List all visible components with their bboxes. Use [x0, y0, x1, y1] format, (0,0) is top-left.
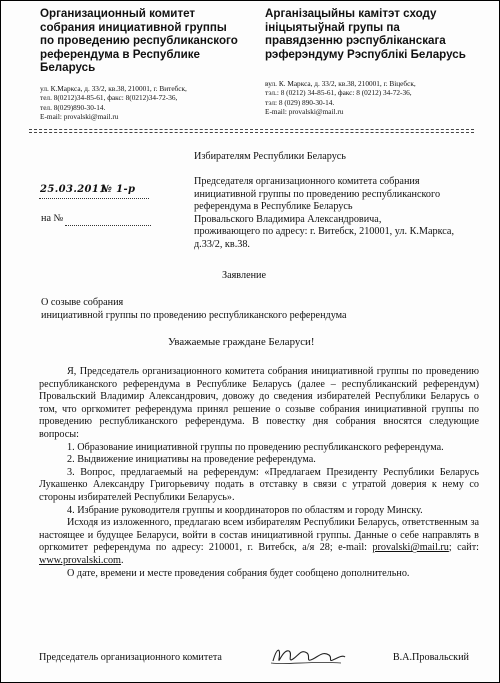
body-intro: Я, Председатель организационного комитета собрания инициативной группы по проведению республиканского референдума в Республике Беларусь (далее – республиканский референдум) Провальский Владимир Александрович, довожу до сведения избирателей Республики Беларусь о том, что оргкомитет референдума принял решение о созыве собрания инициативной группы по проведению республиканского референдума. В повестку дня собрания вносятся следующие вопросы: — [39, 366, 479, 440]
handwritten-date: 25.03.2011 — [40, 184, 107, 195]
handwritten-signature — [269, 643, 347, 669]
signer-role: Председатель организационного комитета — [39, 652, 222, 663]
salutation: Уважаемые граждане Беларуси! — [168, 336, 315, 348]
ref-number-line — [65, 225, 151, 226]
ref-label: на № — [41, 213, 64, 224]
site-end: . — [120, 554, 124, 566]
header-divider-second — [29, 132, 474, 133]
addressee: Избирателям Республики Беларусь — [194, 151, 346, 162]
letter-body — [39, 366, 479, 580]
agenda-item-3: 3. Вопрос, предлагаемый на референдум: «Предлагаем Президенту Республики Беларусь Лукашенко Александру Григорьевичу подать в отставку в связи с утратой доверия к нему со стороны избирателей Республики Беларусь». — [39, 466, 479, 503]
body-closing — [39, 517, 479, 567]
header-left-contact: ул. К.Маркса, д. 33/2, кв.38, 210001, г. Витебск, тел. 8(0212)34-85-61, факс: 8(0212)34-72-36, тел. 8(029)890-30-14. E-mail: provalski@mail.ru — [40, 84, 187, 121]
handwritten-number: № 1-р — [101, 184, 136, 195]
website-link[interactable]: www.provalski.com — [39, 554, 121, 566]
subject: О созыве собрания инициативной группы по проведению республиканского референдума — [41, 297, 347, 321]
body-final: О дате, времени и месте проведения собрания будет сообщено дополнительно. — [67, 567, 410, 579]
site-label: ; сайт: — [448, 542, 480, 554]
agenda-item-4: 4. Избрание руководителя группы и координаторов по областям и городу Минску. — [67, 504, 423, 516]
agenda-item-1: 1. Образование инициативной группы по проведению республиканского референдума. — [67, 441, 444, 453]
agenda-item-2: 2. Выдвижение инициативы на проведение референдума. — [67, 454, 316, 466]
header-right-title: Арганізацыйны камітэт сходу ініцыятыўнай групы па правядзенню рэспубліканскага рэферэндуму Рэспублікі Беларусь — [265, 7, 466, 61]
header-right-contact: вул. К. Маркса, д. 33/2, кв.38, 210001, г. Віцебск, тэл.: 8 (0212) 34-85-61, факс: 8 (0212) 34-72-36, тэл: 8 (029) 890-30-14. E-mail: provalski@mail.ru — [265, 79, 416, 116]
sender-block: Председателя организационного комитета собрания инициативной группы по проведению республиканского референдума в Республике Беларусь Провальского Владимира Александровича, проживающего по адресу: г. Витебск, 210001, ул. К.Маркса, д.33/2, кв.38. — [194, 176, 455, 250]
document-type: Заявление — [222, 270, 267, 281]
date-number-line — [39, 198, 149, 199]
email-link[interactable]: provalski@mail.ru — [372, 542, 449, 554]
signer-name: В.А.Провальский — [392, 652, 469, 663]
closing-text: Исходя из изложенного, предлагаю всем избирателям Республики Беларусь, ответственным за настоящее и будущее Беларуси, войти в состав инициативной группы. Данные о себе направлять в оргкомитет референдума по адресу: 210001, г. Витебск, а/я 28; e-mail: — [39, 517, 479, 554]
header-left-title: Организационный комитет собрания инициативной группы по проведению республиканского референдума в Республике Беларусь — [40, 7, 238, 75]
signature-line — [39, 652, 479, 665]
header-divider — [29, 129, 474, 130]
